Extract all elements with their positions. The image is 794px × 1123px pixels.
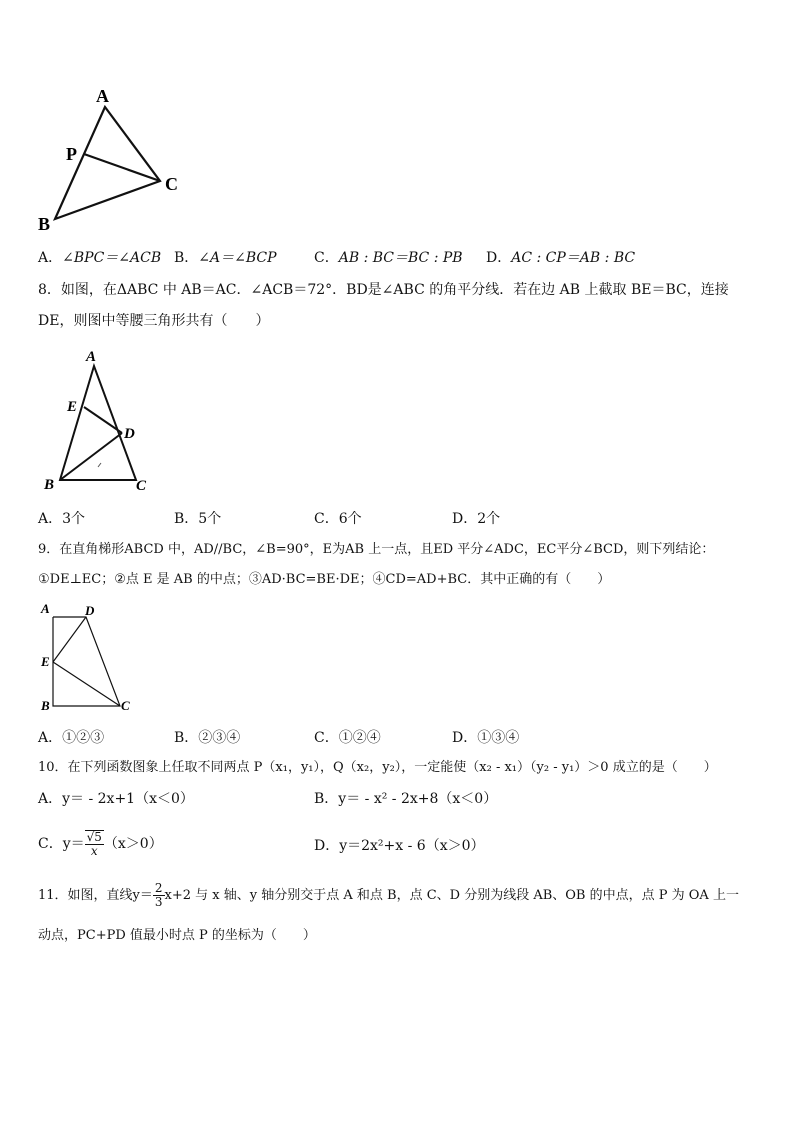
q8-option-d: D．2个	[452, 511, 501, 527]
fig7-label-b: B	[38, 214, 51, 234]
q9-stem-line1: 9．在直角梯形ABCD 中，AD//BC，∠B=90°，E为AB 上一点，且ED 平分∠ADC，EC平分∠BCD，则下列结论：	[38, 542, 715, 557]
fig7-label-p: P	[66, 144, 77, 164]
fig8-label-a: A	[86, 349, 97, 365]
q7-option-a: A．∠BPC＝∠ACB	[38, 250, 162, 266]
q9-option-d: D．①③④	[452, 730, 520, 746]
fig7-label-c: C	[165, 174, 178, 194]
q11-stem-line1: 11．如图，直线y＝ $\frac{2}{3}$ x+2 与 x 轴、y 轴分别交于点 A 和点 B，点 C、D 分别为线段 AB、OB 的中点，点 P 为 OA 上一	[38, 881, 739, 909]
q9-option-b: B．②③④	[174, 730, 241, 746]
fig8-label-e: E	[67, 399, 78, 415]
q7-option-d: D．AC : CP＝AB : BC	[486, 250, 636, 266]
q8-option-b: B．5个	[174, 511, 222, 527]
q11-stem-line2: 动点，PC+PD 值最小时点 P 的坐标为（ ）	[38, 928, 316, 943]
figure-q8-triangle	[38, 345, 168, 497]
figure-q9-trapezoid	[38, 600, 138, 715]
fig8-label-b: B	[44, 477, 55, 493]
figure-q7-triangle	[30, 80, 200, 240]
q8-option-a: A．3个	[38, 511, 86, 527]
q10-option-c-fraction: $\frac{√5}{x}$	[86, 830, 102, 858]
q8-stem-line1: 8．如图，在ΔABC 中 AB＝AC．∠ACB＝72°．BD是∠ABC 的角平分线．若在边 AB 上截取 BE＝BC，连接	[38, 282, 729, 298]
fig8-label-c: C	[136, 478, 147, 494]
q7-option-c: C．AB : BC＝BC : PB	[314, 250, 463, 266]
q9-option-a: A．①②③	[38, 730, 105, 746]
q10-option-b: B．y＝ - x² - 2x+8（x＜0）	[314, 791, 498, 807]
fig9-label-a: A	[41, 601, 50, 616]
fig7-label-a: A	[96, 86, 109, 106]
q10-stem: 10．在下列函数图象上任取不同两点 P（x₁，y₁），Q（x₂，y₂），一定能使（x₂ - x₁）（y₂ - y₁）＞0 成立的是（ ）	[38, 760, 717, 775]
q9-stem-line2: ①DE⊥EC；②点 E 是 AB 的中点；③AD·BC=BE·DE；④CD=AD+BC．其中正确的有（ ）	[38, 572, 611, 587]
q10-option-c: C．y＝ $\frac{√5}{x}$ （x＞0）	[38, 830, 163, 858]
q8-option-c: C．6个	[314, 511, 362, 527]
fig9-label-b: B	[41, 698, 50, 713]
q11-fraction: $\frac{2}{3}$	[154, 881, 163, 909]
q9-option-c: C．①②④	[314, 730, 381, 746]
q7-option-b: B．∠A＝∠BCP	[174, 250, 277, 266]
q8-stem-line2: DE，则图中等腰三角形共有（ ）	[38, 313, 270, 329]
q10-option-a: A．y＝ - 2x+1（x＜0）	[38, 791, 194, 807]
q10-option-d: D．y＝2x²+x - 6（x＞0）	[314, 838, 485, 854]
fig9-label-d: D	[85, 603, 95, 618]
fig9-label-e: E	[41, 654, 50, 669]
fig9-label-c: C	[121, 698, 130, 713]
fig8-label-d: D	[124, 426, 135, 442]
